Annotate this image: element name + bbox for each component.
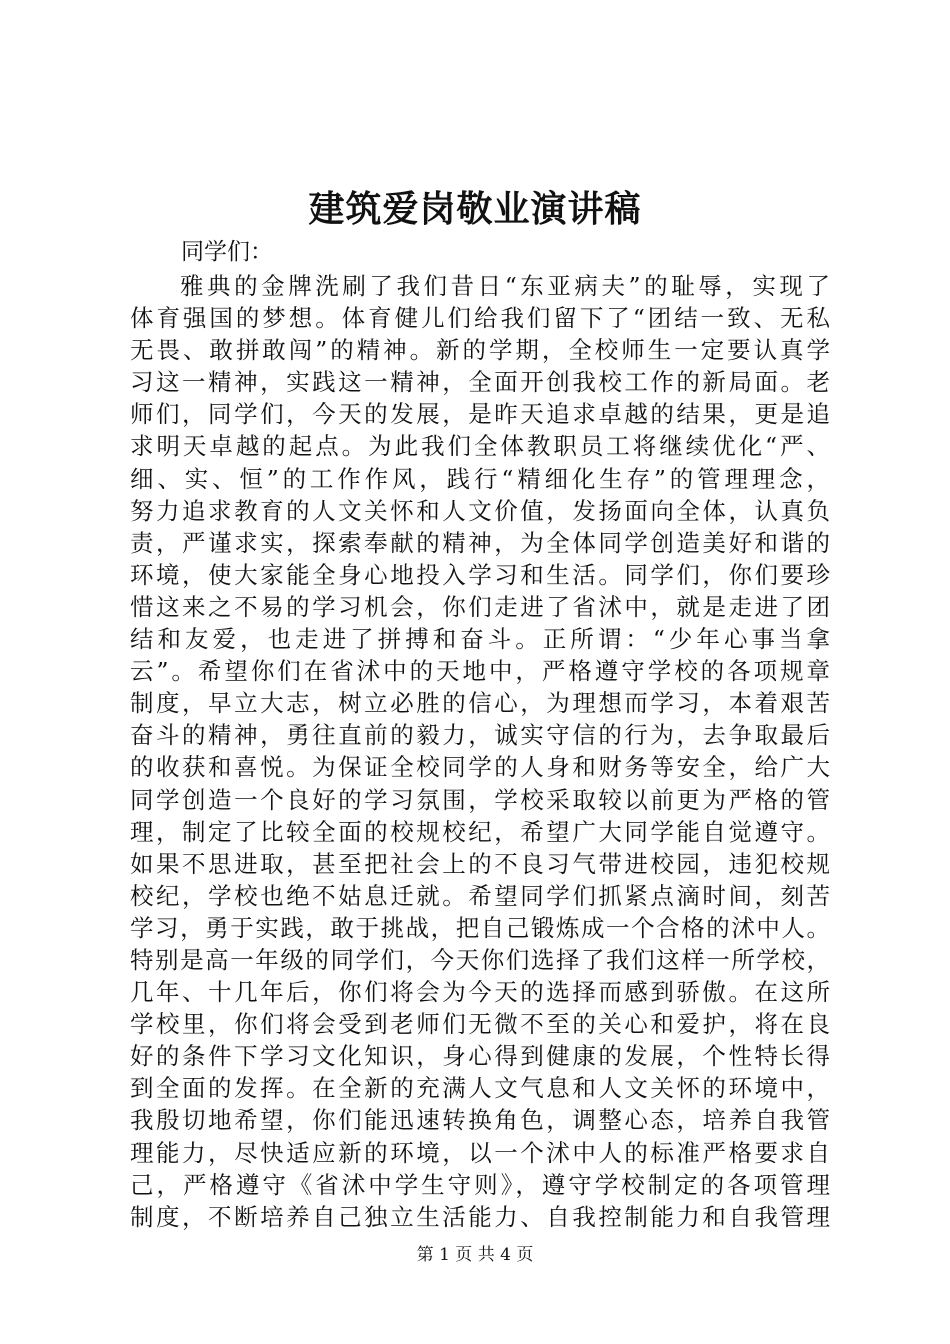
text-line: 环境，使大家能全身心地投入学习和生活。同学们，你们要珍 [130,560,830,589]
text-line: 制度，早立大志，树立必胜的信心，为理想而学习，本着艰苦 [130,689,830,718]
text-line: 雅典的金牌洗刷了我们昔日“东亚病夫”的耻辱，实现了 [180,272,830,300]
text-line: 体育强国的梦想。体育健儿们给我们留下了“团结一致、无私 [130,304,830,333]
document-title: 建筑爱岗敬业演讲稿 [308,188,642,230]
page-footer: 第 1 页 共 4 页 [416,1245,534,1265]
text-line: 制度，不断培养自己独立生活能力、自我控制能力和自我管理 [130,1202,830,1231]
text-line: 细、实、恒”的工作作风，践行“精细化生存”的管理理念， [130,464,830,493]
text-line: 几年、十几年后，你们将会为今天的选择而感到骄傲。在这所 [130,978,830,1007]
text-line: 师们，同学们，今天的发展，是昨天追求卓越的结果，更是追 [130,400,830,429]
text-line: 结和友爱，也走进了拼搏和奋斗。正所谓：“少年心事当拿 [130,625,830,654]
text-line: 好的条件下学习文化知识，身心得到健康的发展，个性特长得 [130,1042,830,1071]
text-line: 理能力，尽快适应新的环境，以一个沭中人的标准严格要求自 [130,1138,830,1167]
text-line: 我殷切地希望，你们能迅速转换角色，调整心态，培养自我管 [130,1106,830,1135]
text-line: 学习，勇于实践，敢于挑战，把自己锻炼成一个合格的沭中人。 [130,913,830,942]
text-line: 惜这来之不易的学习机会，你们走进了省沭中，就是走进了团 [130,592,830,621]
text-line: 特别是高一年级的同学们，今天你们选择了我们这样一所学校， [130,945,830,974]
text-line: 理，制定了比较全面的校规校纪，希望广大同学能自觉遵守。 [130,817,830,846]
text-line: 奋斗的精神，勇往直前的毅力，诚实守信的行为，去争取最后 [130,721,830,750]
body-paragraph [130,270,830,1233]
text-line: 己，严格遵守《省沭中学生守则》，遵守学校制定的各项管理 [130,1170,830,1199]
text-line: 求明天卓越的起点。为此我们全体教职员工将继续优化“严、 [130,432,830,461]
text-line: 同学创造一个良好的学习氛围，学校采取较以前更为严格的管 [130,785,830,814]
text-line: 校纪，学校也绝不姑息迁就。希望同学们抓紧点滴时间，刻苦 [130,881,830,910]
text-line: 习这一精神，实践这一精神，全面开创我校工作的新局面。老 [130,368,830,397]
text-line: 云”。希望你们在省沭中的天地中，严格遵守学校的各项规章 [130,657,830,686]
salutation: 同学们： [181,239,273,265]
text-line: 的收获和喜悦。为保证全校同学的人身和财务等安全，给广大 [130,753,830,782]
text-line: 学校里，你们将会受到老师们无微不至的关心和爱护，将在良 [130,1010,830,1039]
text-line: 到全面的发挥。在全新的充满人文气息和人文关怀的环境中， [130,1074,830,1103]
text-line: 责，严谨求实，探索奉献的精神，为全体同学创造美好和谐的 [130,528,830,557]
text-line: 如果不思进取，甚至把社会上的不良习气带进校园，违犯校规 [130,849,830,878]
text-line: 努力追求教育的人文关怀和人文价值，发扬面向全体，认真负 [130,496,830,525]
text-line: 无畏、敢拼敢闯”的精神。新的学期，全校师生一定要认真学 [130,336,830,365]
